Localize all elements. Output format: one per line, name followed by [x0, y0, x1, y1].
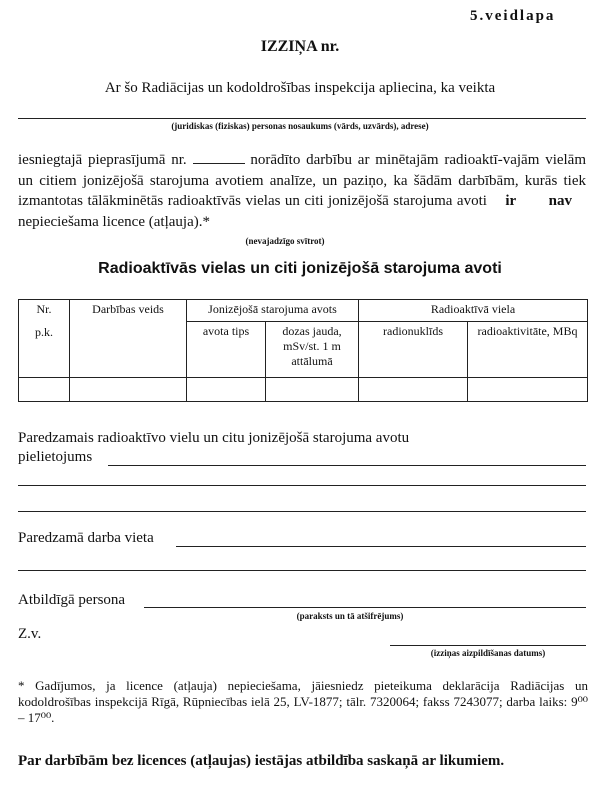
liability-note: Par darbībām bez licences (atļaujas) iestājas atbildība saskaņā ar likumiem.: [18, 753, 505, 769]
seal-label: Z.v.: [18, 626, 42, 642]
table-cell[interactable]: [19, 378, 70, 402]
sub-dose-header: dozas jauda, mSv/st. 1 m attālumā: [266, 322, 359, 378]
responsible-field-line[interactable]: [144, 607, 586, 608]
footnote: * Gadījumos, ja licence (atļauja) nepieciešama, jāiesniedz pieteikuma deklarācija Radiācijas un kodoldrošības inspekcijā Rīgā, Rūpniecības ielā 25, LV-1877; tālr. 7320064; fakss 7243077; darba laiks: 9⁰⁰ – 17⁰⁰.: [18, 678, 588, 725]
statement-text-1: iesniegtajā pieprasījumā nr.: [18, 152, 187, 168]
date-field-line[interactable]: [390, 645, 586, 646]
sub-type-header: avota tips: [187, 322, 266, 378]
group-substance-header: Radioaktīvā viela: [359, 300, 588, 322]
applicant-line[interactable]: [18, 118, 586, 119]
intro-text: Ar šo Radiācijas un kodoldrošības inspekcija apliecina, ka veikta: [104, 80, 496, 96]
table-cell[interactable]: [468, 378, 588, 402]
date-caption: (izziņas aizpildīšanas datums): [430, 648, 546, 658]
statement-paragraph: [18, 150, 586, 232]
workplace-field-line-2[interactable]: [18, 570, 586, 571]
table-cell[interactable]: [359, 378, 468, 402]
col-activity-header: Darbības veids: [70, 300, 187, 378]
table-cell[interactable]: [70, 378, 187, 402]
col-nr-header: [19, 300, 70, 378]
request-number-field[interactable]: [193, 151, 245, 164]
responsible-label: Atbildīgā persona: [18, 592, 126, 608]
use-field-line-2[interactable]: [18, 485, 586, 486]
page-title: IZZIŅA nr.: [260, 38, 340, 55]
statement-text-3: nepieciešama licence (atļauja).*: [18, 213, 210, 230]
col-nr-line-1: Nr.: [36, 302, 52, 316]
sub-nuclide-header: radionuklīds: [359, 322, 468, 378]
strike-caption: (nevajadzīgo svītrot): [245, 236, 325, 246]
col-nr-line-2: p.k.: [35, 325, 53, 339]
sub-activity-header: radioaktivitāte, MBq: [468, 322, 588, 378]
workplace-label: Paredzamā darba vieta: [18, 530, 154, 546]
use-field-line-3[interactable]: [18, 511, 586, 512]
form-number: 5.veidlapa: [470, 8, 556, 24]
sources-table: [18, 299, 588, 402]
signature-caption: (paraksts un tā atšifrējums): [296, 611, 404, 621]
section-title: Radioaktīvās vielas un citi jonizējošā starojuma avoti: [98, 260, 502, 277]
workplace-field-line-1[interactable]: [176, 546, 586, 547]
option-no[interactable]: nav: [548, 193, 573, 209]
use-label-1: Paredzamais radioaktīvo vielu un citu jonizējošā starojuma avotu: [18, 430, 410, 446]
use-label-2: pielietojums: [18, 449, 93, 465]
table-cell[interactable]: [266, 378, 359, 402]
group-source-header: Jonizējošā starojuma avots: [187, 300, 359, 322]
statement-text-2: norādīto darbību ar minētajām radioaktī-vajām vielām un citiem jonizējošā starojuma avotiem analīze, un paziņo, ka šādām darbībām, kurās tiek izmantotas tālākminētās radioaktīvās vielas un citi jonizējošā starojuma avoti: [18, 152, 587, 209]
option-yes[interactable]: ir: [505, 193, 517, 209]
table-cell[interactable]: [187, 378, 266, 402]
applicant-caption: (juridiskas (fiziskas) personas nosaukums (vārds, uzvārds), adrese): [171, 121, 429, 131]
use-field-line-1[interactable]: [108, 465, 586, 466]
